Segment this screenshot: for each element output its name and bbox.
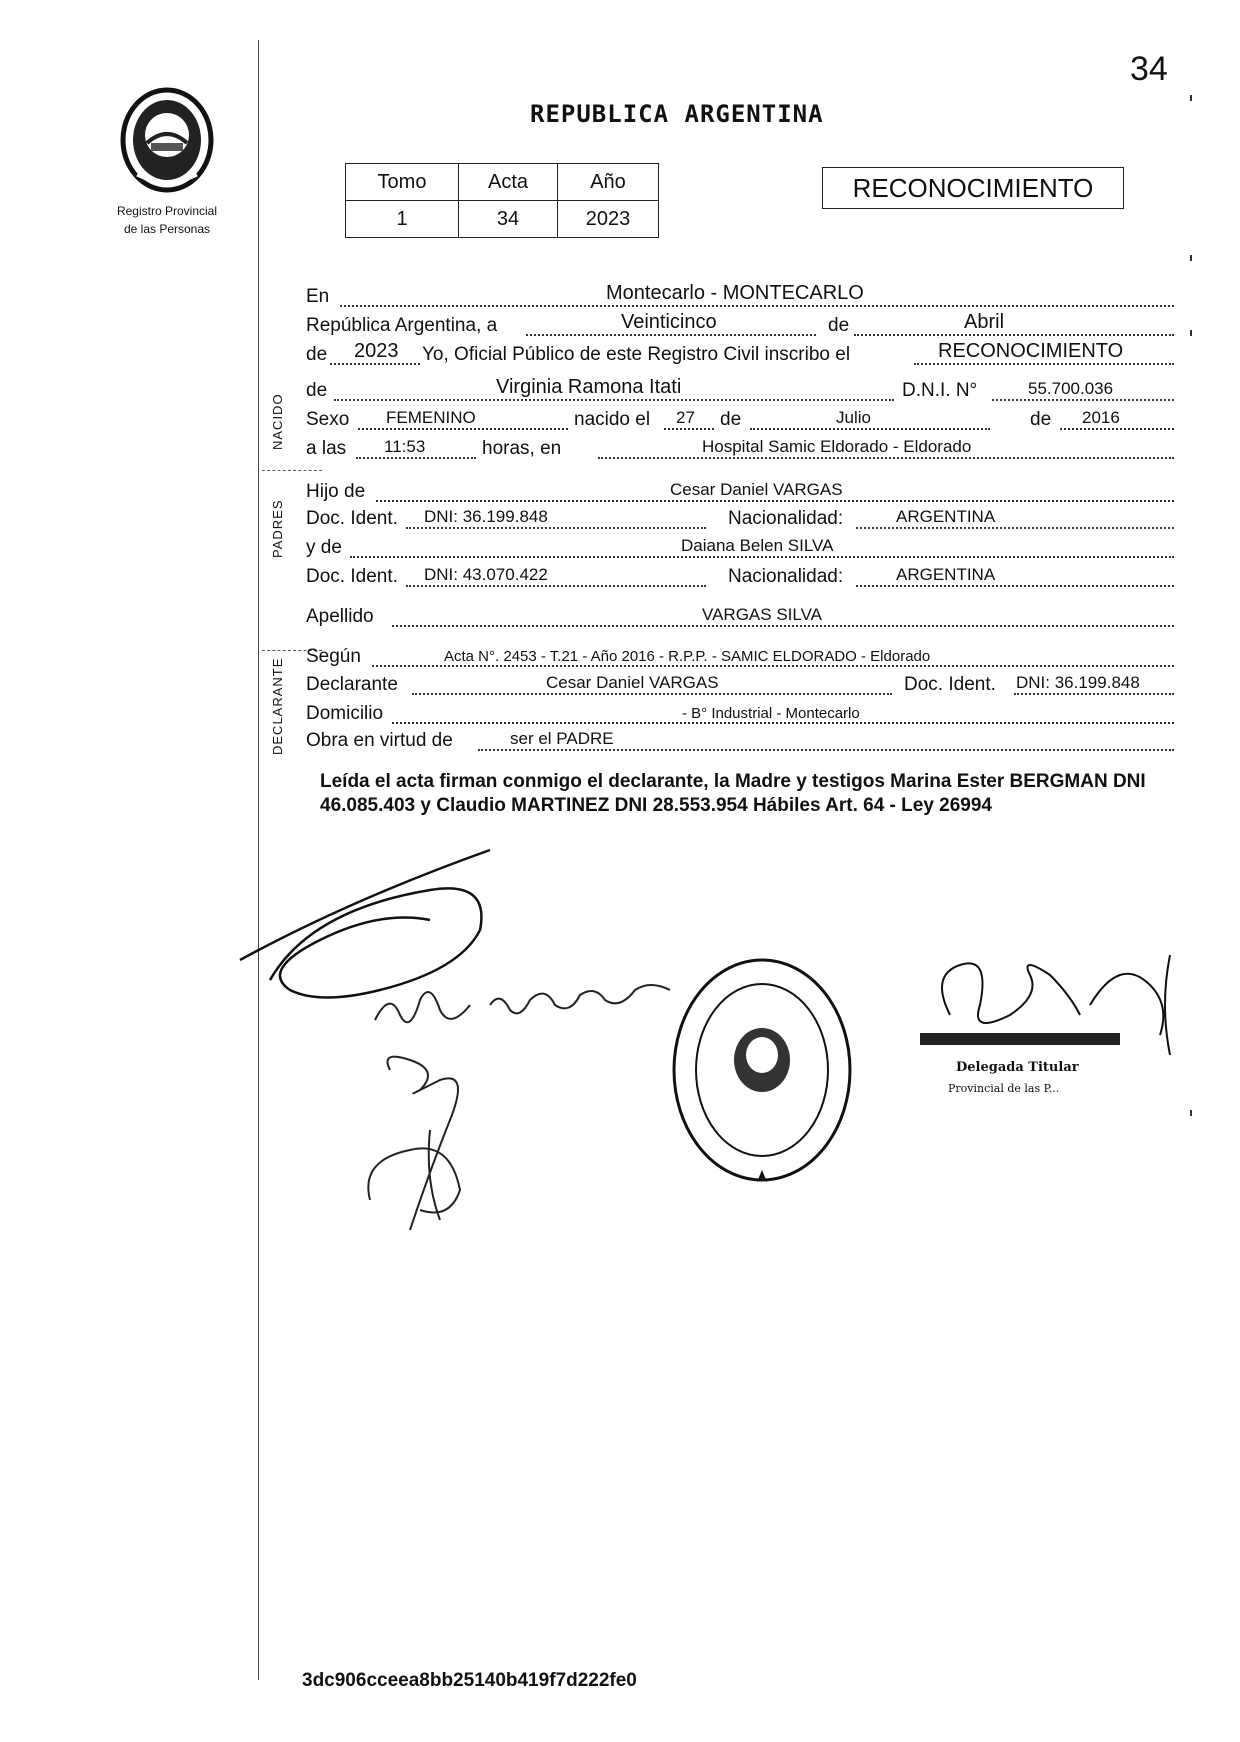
value-domicilio: - B° Industrial - Montecarlo — [682, 705, 860, 722]
value-dia: Veinticinco — [621, 311, 717, 333]
row-domicilio — [306, 697, 1174, 727]
value-obra: ser el PADRE — [510, 729, 614, 748]
label-a-las: a las — [306, 438, 347, 459]
label-de: de — [828, 315, 850, 336]
side-label-padres: PADRES — [270, 499, 285, 558]
side-label-nacido: NACIDO — [270, 393, 285, 450]
document-title: REPUBLICA ARGENTINA — [530, 100, 824, 128]
registrar-signature — [920, 945, 1190, 1065]
row-madre — [306, 531, 1174, 561]
value-dni-nacido: 55.700.036 — [1028, 379, 1114, 398]
label-dni: D.N.I. N° — [902, 380, 978, 401]
value-hora: 11:53 — [384, 437, 426, 456]
value-madre-nacionalidad: ARGENTINA — [896, 565, 996, 584]
witness-signature — [350, 1040, 510, 1240]
value-apellido: VARGAS SILVA — [702, 605, 822, 624]
label-domicilio: Domicilio — [306, 703, 384, 724]
label-nacionalidad: Nacionalidad: — [728, 566, 844, 587]
label-doc-ident: Doc. Ident. — [904, 674, 996, 695]
row-padre-doc — [306, 502, 1174, 532]
logo-caption-2: de las Personas — [123, 222, 211, 236]
value-segun: Acta N°. 2453 - T.21 - Año 2016 - R.P.P. - SAMIC ELDORADO - Eldorado — [444, 648, 931, 665]
label-declarante: Declarante — [306, 674, 398, 695]
stamp-line-1: Delegada Titular — [956, 1060, 1079, 1075]
label-de: de — [306, 380, 328, 401]
value-padre-dni: DNI: 36.199.848 — [424, 507, 548, 526]
closing-statement: Leída el acta firman conmigo el declarante, la Madre y testigos Marina Ester BERGMAN DNI 46.085.403 y Claudio MARTINEZ DNI 28.553.954 Hábiles Art. 64 - Ley 26994 — [320, 771, 1146, 816]
margin-mark — [1190, 330, 1192, 336]
label-sexo: Sexo — [306, 409, 350, 430]
row-hora — [306, 432, 1174, 462]
label-doc-ident: Doc. Ident. — [306, 508, 398, 529]
label-nacionalidad: Nacionalidad: — [728, 508, 844, 529]
logo-caption-1: Registro Provincial — [116, 204, 218, 218]
value-padre: Cesar Daniel VARGAS — [670, 480, 843, 499]
label-segun: Según — [306, 646, 361, 667]
header-acta: Acta — [459, 164, 558, 201]
header-anio: Año — [558, 164, 659, 201]
provincial-seal-icon — [117, 85, 217, 195]
value-tomo: 1 — [346, 201, 459, 238]
label-y-de: y de — [306, 537, 342, 558]
label-de: de — [1030, 409, 1052, 430]
row-madre-doc — [306, 560, 1174, 590]
value-mes: Abril — [964, 311, 1005, 333]
row-declarante — [306, 668, 1174, 698]
label-republica: República Argentina, a — [306, 315, 498, 336]
value-acta: 34 — [459, 201, 558, 238]
record-type-box: RECONOCIMIENTO — [822, 167, 1124, 209]
mother-signature — [370, 960, 690, 1040]
label-obra: Obra en virtud de — [306, 730, 453, 751]
margin-mark — [1190, 255, 1192, 261]
value-declarante: Cesar Daniel VARGAS — [546, 673, 719, 692]
label-apellido: Apellido — [306, 606, 374, 627]
official-seal — [670, 955, 855, 1185]
value-acto: RECONOCIMIENTO — [938, 340, 1124, 362]
label-oficial: Yo, Oficial Público de este Registro Civil inscribo el — [422, 344, 851, 365]
row-obra — [306, 724, 1174, 754]
dotted-line — [854, 333, 1174, 336]
row-en — [306, 280, 1174, 310]
value-lugar-inscripcion: Montecarlo - MONTECARLO — [606, 282, 864, 304]
row-padre — [306, 475, 1174, 505]
row-apellido — [306, 600, 1174, 630]
value-nombre-nacido: Virginia Ramona Itati — [496, 376, 682, 398]
label-horas-en: horas, en — [482, 438, 562, 459]
stamp-line-2: Provincial de las P... — [948, 1082, 1060, 1095]
value-anio: 2023 — [558, 201, 659, 238]
value-declarante-dni: DNI: 36.199.848 — [1016, 673, 1140, 692]
row-republica — [306, 309, 1174, 339]
label-doc-ident: Doc. Ident. — [306, 566, 398, 587]
label-de: de — [306, 344, 328, 365]
row-anio — [306, 338, 1174, 368]
label-en: En — [306, 286, 330, 307]
value-anio-nacimiento: 2016 — [1082, 408, 1120, 427]
value-mes-nacimiento: Julio — [836, 408, 871, 427]
value-padre-nacionalidad: ARGENTINA — [896, 507, 996, 526]
label-de: de — [720, 409, 742, 430]
row-sexo — [306, 403, 1174, 433]
header-tomo: Tomo — [346, 164, 459, 201]
margin-mark — [1190, 1110, 1192, 1116]
value-lugar-nacimiento: Hospital Samic Eldorado - Eldorado — [702, 437, 972, 456]
record-table — [345, 163, 659, 238]
label-hijo-de: Hijo de — [306, 481, 366, 502]
label-nacido-el: nacido el — [574, 409, 651, 430]
value-sexo: FEMENINO — [386, 408, 476, 427]
registry-logo — [92, 85, 242, 236]
page-number: 34 — [1130, 50, 1168, 88]
value-anio-inscripcion: 2023 — [354, 340, 399, 362]
value-dia-nacimiento: 27 — [676, 408, 695, 427]
document-hash: 3dc906cceea8bb25140b419f7d222fe0 — [302, 1670, 637, 1691]
row-segun — [306, 640, 1174, 670]
value-madre: Daiana Belen SILVA — [681, 536, 834, 555]
section-divider — [262, 470, 322, 472]
side-label-declarante: DECLARANTE — [270, 657, 285, 755]
margin-mark — [1190, 95, 1192, 101]
row-nombre — [306, 374, 1174, 404]
value-madre-dni: DNI: 43.070.422 — [424, 565, 548, 584]
